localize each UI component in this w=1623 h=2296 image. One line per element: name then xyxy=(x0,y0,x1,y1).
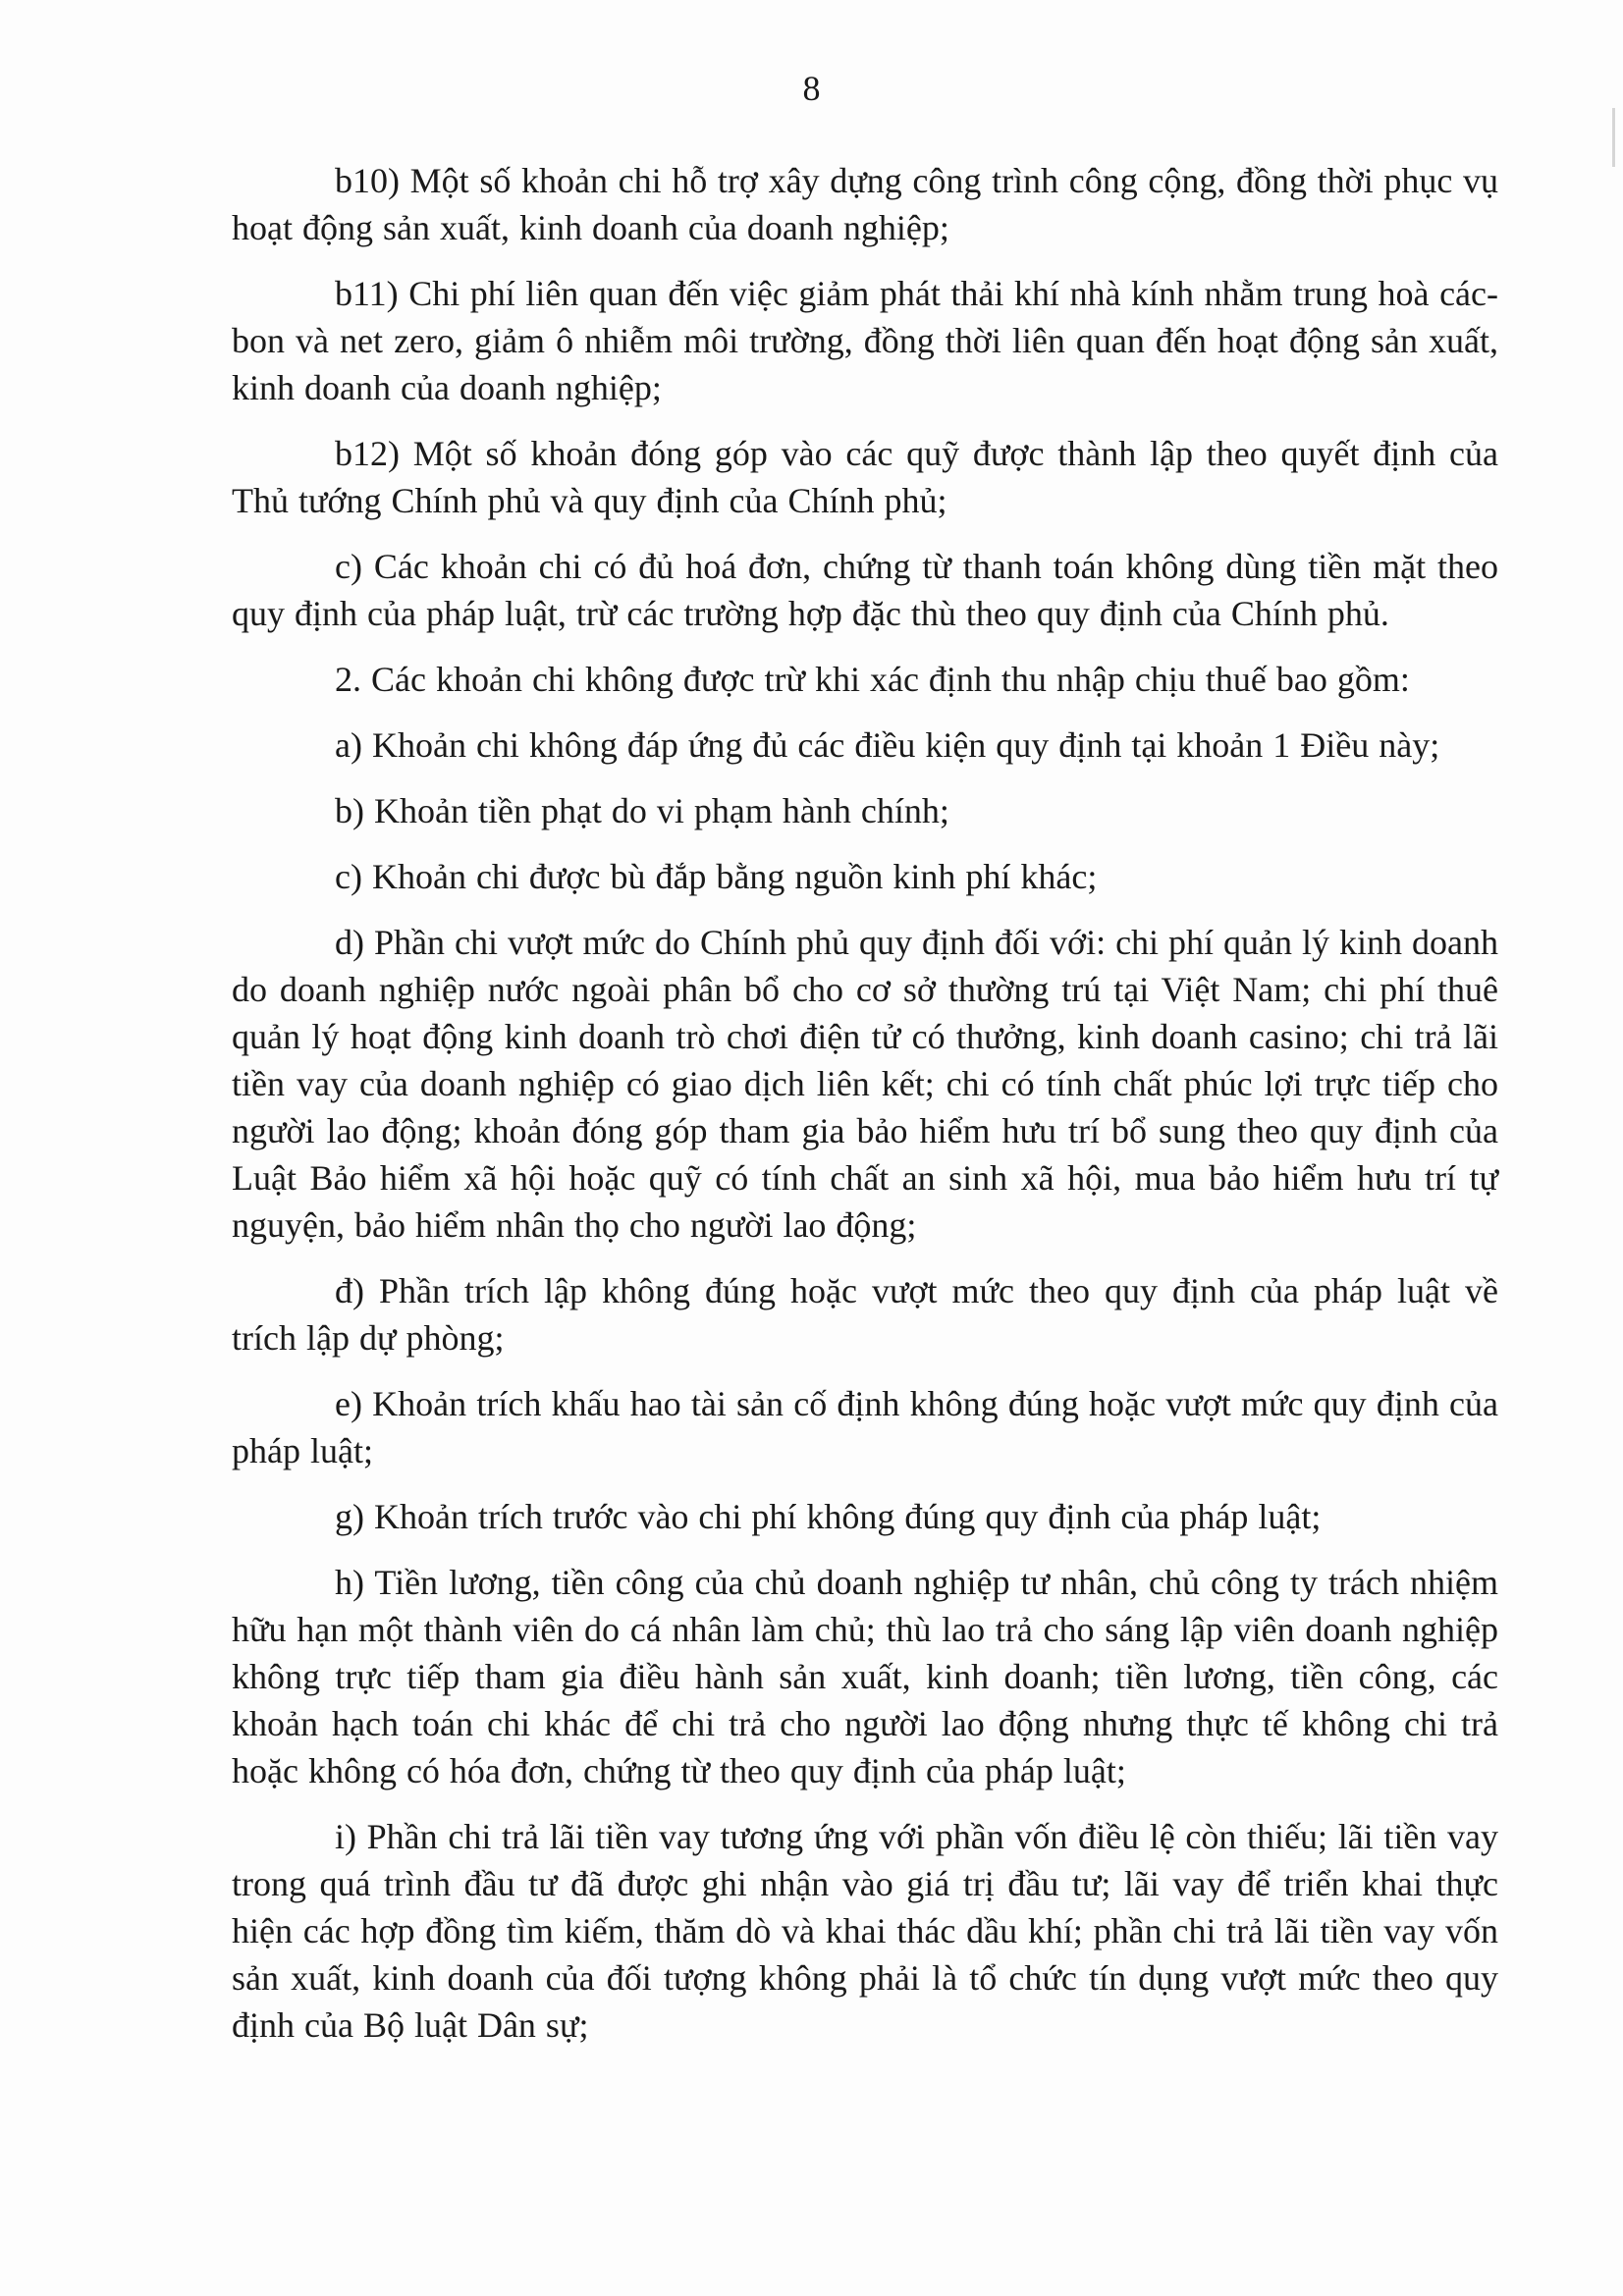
paragraph-2dd: đ) Phần trích lập không đúng hoặc vượt mức theo quy định của pháp luật về trích lập dự phòng; xyxy=(232,1271,1498,1358)
paragraph-2h: h) Tiền lương, tiền công của chủ doanh nghiệp tư nhân, chủ công ty trách nhiệm hữu hạn một thành viên do cá nhân làm chủ; thù lao trả cho sáng lập viên doanh nghiệp không trực tiếp tham gia điều hành sản xuất, kinh doanh; tiền lương, tiền công, các khoản hạch toán chi khác để chi trả cho người lao động nhưng thực tế không chi trả hoặc không có hóa đơn, chứng từ theo quy định của pháp luật; xyxy=(232,1563,1498,1790)
page-number: 8 xyxy=(802,69,821,108)
paragraph-2g: g) Khoản trích trước vào chi phí không đúng quy định của pháp luật; xyxy=(335,1497,1322,1536)
paragraph-2b: b) Khoản tiền phạt do vi phạm hành chính; xyxy=(335,791,949,830)
paragraph-2i: i) Phần chi trả lãi tiền vay tương ứng với phần vốn điều lệ còn thiếu; lãi tiền vay trong quá trình đầu tư đã được ghi nhận vào giá trị đầu tư; lãi vay để triển khai thực hiện các hợp đồng tìm kiếm, thăm dò và khai thác dầu khí; phần chi trả lãi tiền vay vốn sản xuất, kinh doanh của đối tượng không phải là tổ chức tín dụng vượt mức theo quy định của Bộ luật Dân sự; xyxy=(232,1817,1498,2045)
paragraph-clause-2: 2. Các khoản chi không được trừ khi xác định thu nhập chịu thuế bao gồm: xyxy=(335,660,1410,699)
paragraph-2d: d) Phần chi vượt mức do Chính phủ quy định đối với: chi phí quản lý kinh doanh do doanh nghiệp nước ngoài phân bổ cho cơ sở thường trú tại Việt Nam; chi phí thuê quản lý hoạt động kinh doanh trò chơi điện tử có thưởng, kinh doanh casino; chi trả lãi tiền vay của doanh nghiệp có giao dịch liên kết; chi có tính chất phúc lợi trực tiếp cho người lao động; khoản đóng góp tham gia bảo hiểm hưu trí bổ sung theo quy định của Luật Bảo hiểm xã hội hoặc quỹ có tính chất an sinh xã hội, mua bảo hiểm hưu trí tự nguyện, bảo hiểm nhân thọ cho người lao động; xyxy=(232,923,1499,1245)
paragraph-b10: b10) Một số khoản chi hỗ trợ xây dựng công trình công cộng, đồng thời phục vụ hoạt động sản xuất, kinh doanh của doanh nghiệp; xyxy=(232,161,1498,247)
paragraph-b11: b11) Chi phí liên quan đến việc giảm phát thải khí nhà kính nhằm trung hoà các-bon và net zero, giảm ô nhiễm môi trường, đồng thời liên quan đến hoạt động sản xuất, kinh doanh của doanh nghiệp; xyxy=(232,274,1498,407)
paragraph-b12: b12) Một số khoản đóng góp vào các quỹ được thành lập theo quyết định của Thủ tướng Chính phủ và quy định của Chính phủ; xyxy=(232,434,1498,520)
paragraph-2a: a) Khoản chi không đáp ứng đủ các điều kiện quy định tại khoản 1 Điều này; xyxy=(335,725,1440,765)
paragraph-2e: e) Khoản trích khấu hao tài sản cố định không đúng hoặc vượt mức quy định của pháp luật; xyxy=(232,1384,1498,1470)
paragraph-c: c) Các khoản chi có đủ hoá đơn, chứng từ thanh toán không dùng tiền mặt theo quy định của pháp luật, trừ các trường hợp đặc thù theo quy định của Chính phủ. xyxy=(232,547,1498,633)
document-body xyxy=(232,157,1498,2067)
paragraph-2c: c) Khoản chi được bù đắp bằng nguồn kinh phí khác; xyxy=(335,857,1098,896)
scan-edge-mark xyxy=(1612,108,1615,167)
